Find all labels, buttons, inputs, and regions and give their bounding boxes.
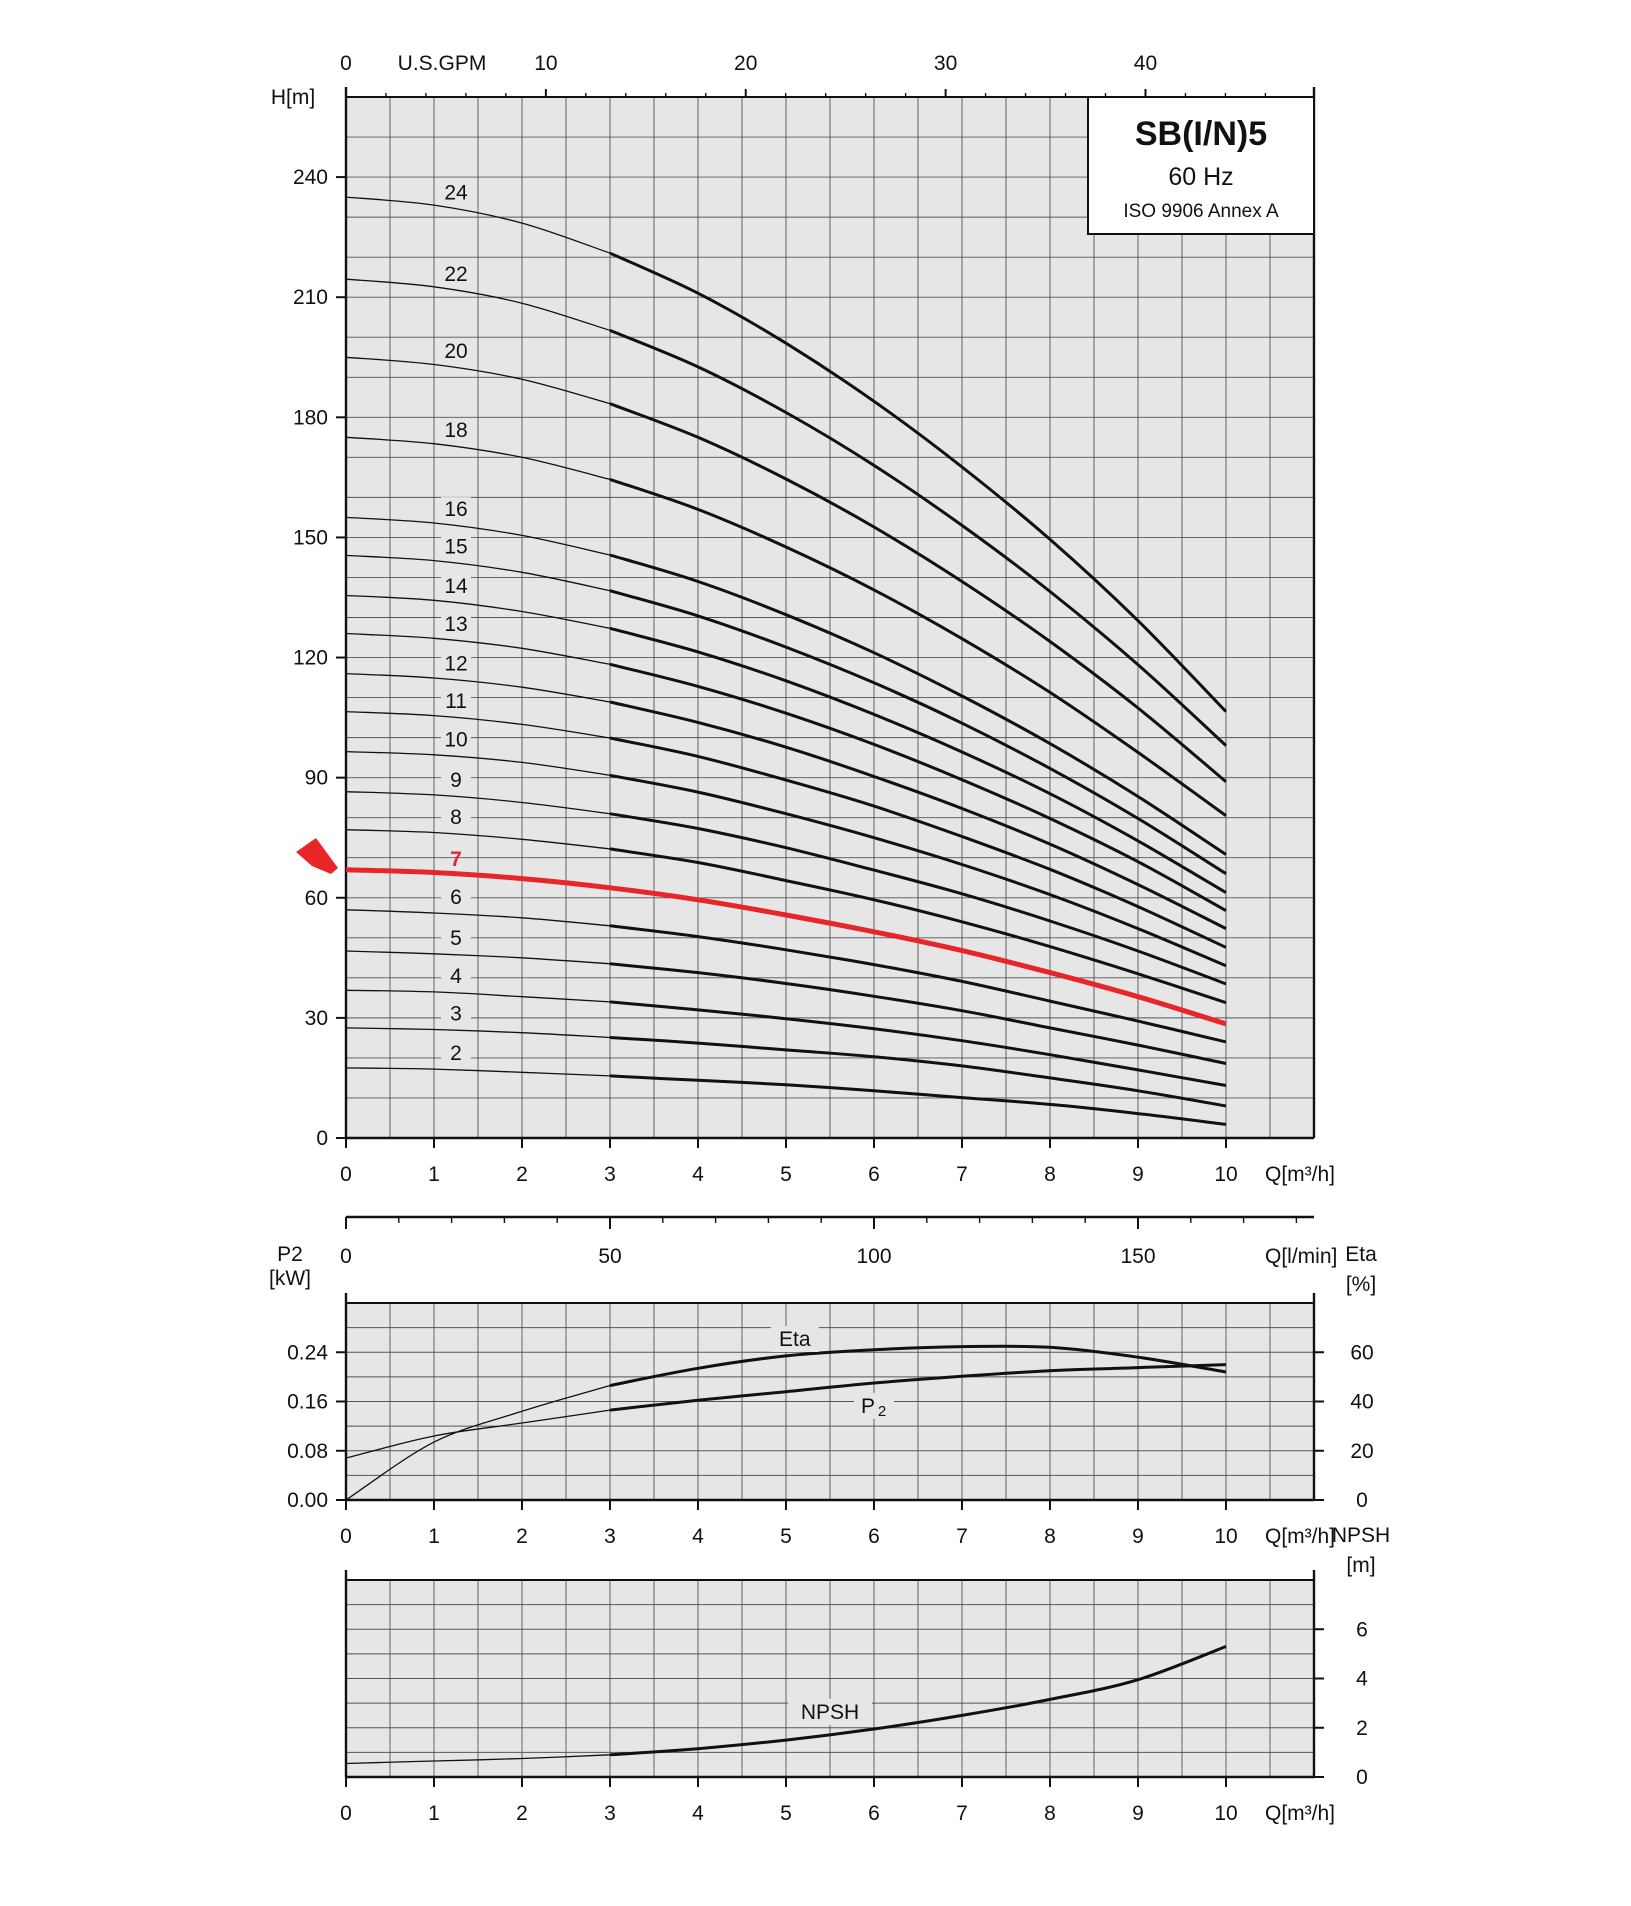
x-tick-label-lmin: 50: [598, 1245, 622, 1268]
chart-title: SB(I/N)5: [1134, 115, 1268, 153]
x-tick-label-flow: 8: [1044, 1525, 1056, 1548]
x-tick-label-flow: 3: [604, 1163, 616, 1186]
stage-label: 13: [444, 612, 468, 636]
y-tick-label-head: 30: [304, 1006, 328, 1030]
stage-label: 24: [444, 181, 468, 205]
y-tick-label-head: 240: [292, 166, 328, 190]
gpm-tick-label: 20: [734, 52, 758, 75]
x-tick-label-flow: 6: [868, 1163, 880, 1186]
y-tick-label-p2: 0.08: [287, 1439, 328, 1463]
y-axis-title-head: H[m]: [270, 86, 316, 109]
y-tick-label-npsh: 0: [1356, 1766, 1368, 1789]
stage-label: 3: [450, 1002, 462, 1026]
x-tick-label-lmin: 0: [340, 1245, 352, 1268]
x-tick-label-flow: 1: [428, 1802, 440, 1825]
stage-label: 8: [450, 806, 462, 830]
y-tick-label-npsh: 4: [1356, 1667, 1368, 1691]
x-tick-label-flow: 4: [692, 1163, 704, 1186]
npsh-series-label: NPSH: [800, 1701, 860, 1724]
x-tick-label-flow: 6: [868, 1525, 880, 1548]
stage-label: 16: [444, 498, 468, 522]
stage-label: 22: [444, 262, 468, 286]
stage-label: 14: [444, 575, 468, 599]
gpm-tick-label: 40: [1133, 52, 1158, 75]
y-tick-label-head: 210: [292, 286, 328, 310]
x-tick-label-lmin: 150: [1120, 1245, 1156, 1268]
x-tick-label-flow: 0: [340, 1802, 352, 1825]
gpm-tick-label: 30: [933, 52, 958, 75]
x-tick-label-lmin: 100: [856, 1245, 892, 1268]
stage-label: 15: [444, 535, 468, 559]
eta-series-label: Eta: [779, 1328, 811, 1351]
gpm-tick-label: 0: [340, 52, 352, 75]
x-axis-title-lmin: Q[l/min]: [1265, 1245, 1338, 1268]
stage-label: 12: [444, 652, 468, 676]
stage-label: 5: [450, 926, 462, 950]
x-tick-label-flow: 2: [516, 1525, 528, 1548]
y-tick-label-p2: 0.00: [287, 1489, 328, 1512]
x-tick-label-flow: 7: [956, 1525, 968, 1548]
x-axis-title-flow-p2: Q[m³/h]: [1265, 1525, 1336, 1548]
y-tick-label-head: 180: [292, 406, 328, 430]
x-axis-title-gpm: U.S.GPM: [397, 52, 487, 75]
x-axis-title-flow-npsh: Q[m³/h]: [1265, 1802, 1336, 1825]
x-tick-label-flow: 4: [692, 1802, 704, 1825]
y-tick-label-npsh: 2: [1356, 1716, 1368, 1740]
x-tick-label-flow: 8: [1044, 1802, 1056, 1825]
stage-label: 2: [450, 1041, 462, 1065]
x-tick-label-flow: 8: [1044, 1163, 1056, 1186]
stage-label: 20: [444, 340, 468, 364]
stage-label: 6: [450, 886, 462, 910]
stage-label: 7: [450, 848, 462, 872]
y-axis-title-p2: P2 [kW]: [269, 1243, 311, 1290]
p2-series-label: P: [860, 1395, 876, 1418]
x-tick-label-flow: 2: [516, 1802, 528, 1825]
y-tick-label-npsh: 6: [1356, 1618, 1368, 1642]
x-tick-label-flow: 5: [780, 1802, 792, 1825]
x-tick-label-flow: 9: [1132, 1163, 1144, 1186]
y-axis-title-eta: Eta [%]: [1345, 1243, 1377, 1296]
x-tick-label-flow: 10: [1214, 1525, 1238, 1548]
y-tick-label-head: 90: [304, 766, 328, 790]
x-tick-label-flow: 3: [604, 1525, 616, 1548]
highlight-arrow-icon: [296, 838, 338, 874]
chart-standard: ISO 9906 Annex A: [1123, 201, 1279, 222]
y-tick-label-p2: 0.24: [287, 1341, 328, 1365]
y-tick-label-head: 0: [316, 1127, 328, 1150]
x-tick-label-flow: 10: [1214, 1802, 1238, 1825]
p2-series-label-sub: 2: [877, 1403, 887, 1420]
y-tick-label-eta: 0: [1356, 1489, 1368, 1512]
y-tick-label-head: 60: [304, 886, 328, 910]
y-tick-label-head: 120: [292, 646, 328, 670]
x-tick-label-flow: 9: [1132, 1525, 1144, 1548]
stage-label: 11: [445, 689, 467, 713]
x-tick-label-flow: 5: [780, 1525, 792, 1548]
x-tick-label-flow: 7: [956, 1163, 968, 1186]
x-tick-label-flow: 10: [1214, 1163, 1238, 1186]
x-tick-label-flow: 2: [516, 1163, 528, 1186]
y-axis-title-npsh: NPSH [m]: [1331, 1524, 1391, 1577]
gpm-tick-label: 10: [534, 52, 558, 75]
title-box: [1088, 97, 1314, 234]
y-tick-label-eta: 20: [1350, 1439, 1374, 1463]
x-tick-label-flow: 1: [428, 1525, 440, 1548]
x-tick-label-flow: 7: [956, 1802, 968, 1825]
y-tick-label-p2: 0.16: [287, 1390, 328, 1414]
stage-label: 9: [450, 768, 462, 792]
y-tick-label-eta: 40: [1350, 1390, 1374, 1414]
x-tick-label-flow: 4: [692, 1525, 704, 1548]
y-tick-label-eta: 60: [1350, 1341, 1374, 1365]
x-tick-label-flow: 0: [340, 1163, 352, 1186]
x-tick-label-flow: 0: [340, 1525, 352, 1548]
x-tick-label-flow: 6: [868, 1802, 880, 1825]
y-tick-label-head: 150: [292, 526, 328, 550]
x-tick-label-flow: 1: [428, 1163, 440, 1186]
x-axis-title-flow: Q[m³/h]: [1265, 1163, 1336, 1186]
x-tick-label-flow: 9: [1132, 1802, 1144, 1825]
stage-label: 4: [450, 965, 462, 989]
chart-subtitle: 60 Hz: [1168, 163, 1234, 191]
stage-label: 18: [444, 419, 468, 443]
x-tick-label-flow: 5: [780, 1163, 792, 1186]
stage-label: 10: [444, 728, 468, 752]
x-tick-label-flow: 3: [604, 1802, 616, 1825]
